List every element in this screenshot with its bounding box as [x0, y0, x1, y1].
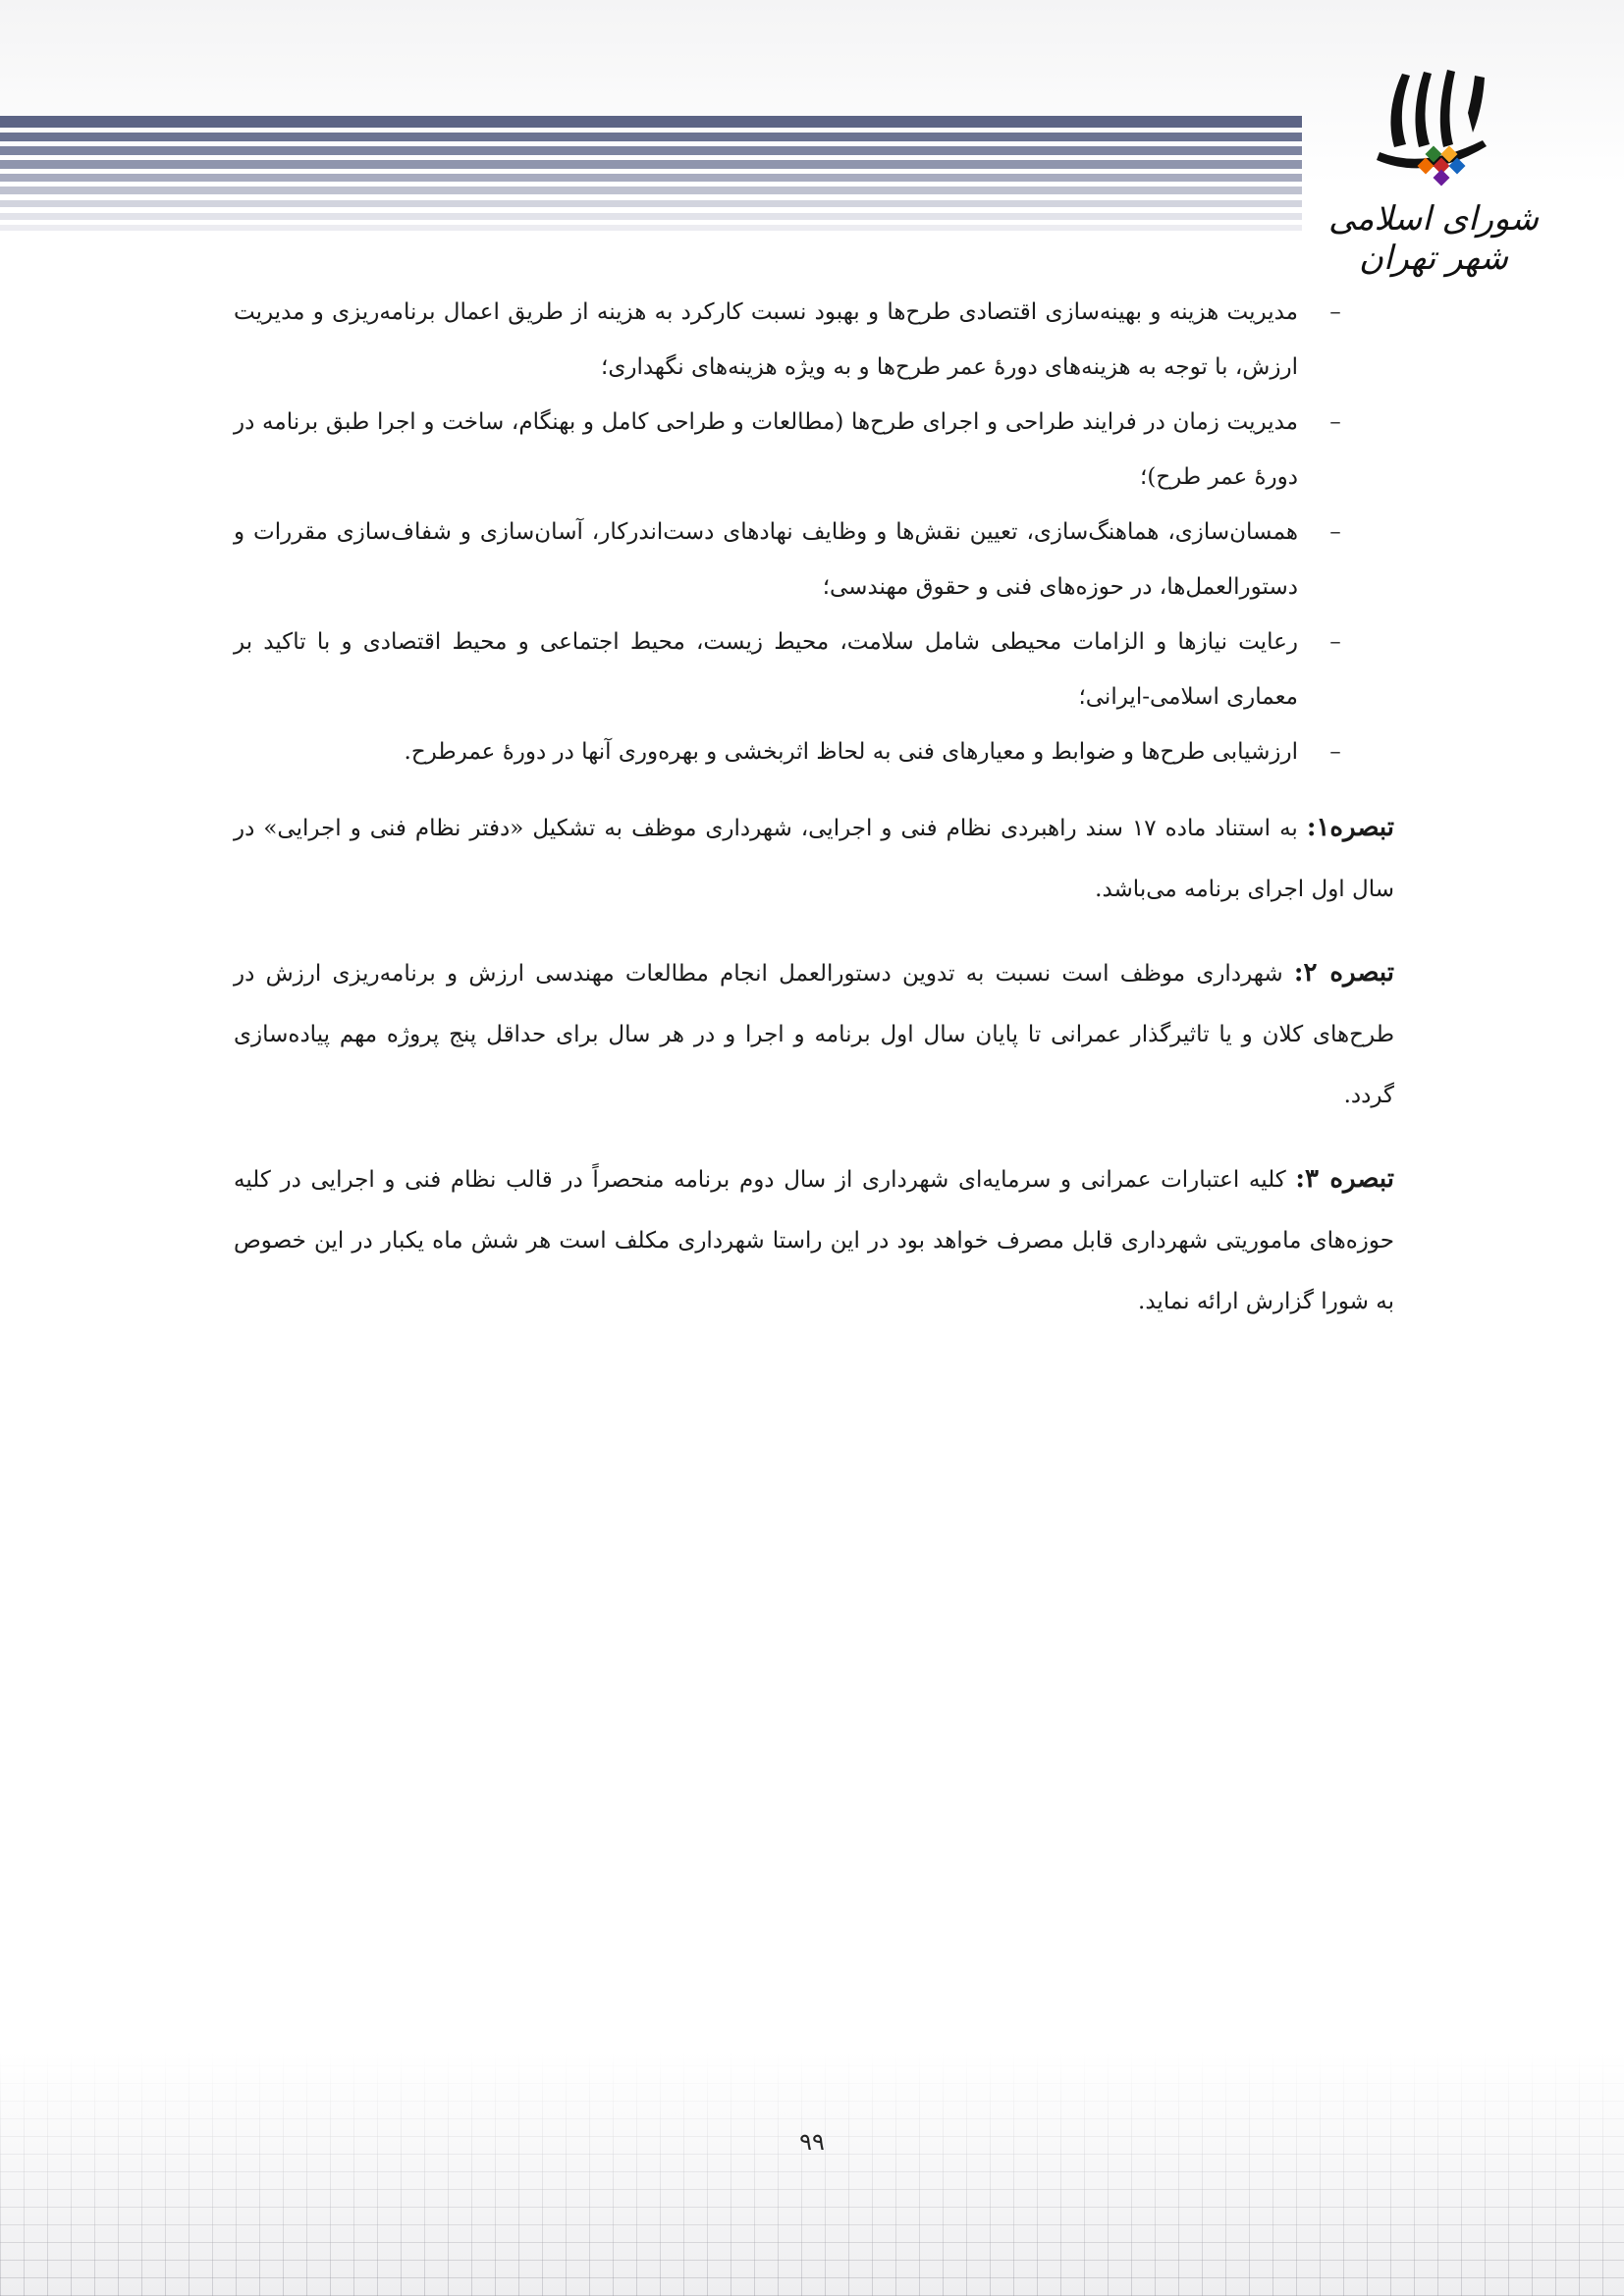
- document-body: [234, 285, 1394, 1355]
- list-item: [234, 395, 1394, 505]
- note-text: کلیه اعتبارات عمرانی و سرمایه‌ای شهرداری از سال دوم برنامه منحصراً در قالب نظام فنی و اجرایی در کلیه حوزه‌های ماموریتی شهرداری قابل مصرف خواهد بود در این راستا شهرداری مکلف است هر شش ماه یکبار در این خصوص به شورا گزارش ارائه نماید.: [234, 1167, 1394, 1314]
- list-item: [234, 505, 1394, 614]
- note-2: [234, 942, 1394, 1126]
- bullet-text: مدیریت هزینه و بهینه‌سازی اقتصادی طرح‌ها و بهبود نسبت کارکرد به هزینه از طریق اعمال برنامه‌ریزی و مدیریت ارزش، با توجه به هزینه‌های دورهٔ عمر طرح‌ها و به ویژه هزینه‌های نگهداری؛: [234, 299, 1298, 380]
- page-footer-grid: [0, 2052, 1624, 2296]
- bullet-text: رعایت نیازها و الزامات محیطی شامل سلامت، محیط زیست، محیط اجتماعی و محیط اقتصادی و با تاکید بر معماری اسلامی-ایرانی؛: [234, 629, 1298, 710]
- logo-emblem-icon: [1326, 54, 1542, 201]
- note-3: [234, 1148, 1394, 1332]
- city-council-logo: [1326, 54, 1542, 278]
- bullet-marker: –: [1329, 739, 1341, 765]
- note-label: تبصره ۲:: [1293, 958, 1394, 988]
- list-item: [234, 285, 1394, 395]
- page-number: ۹۹: [799, 2128, 825, 2156]
- bullet-marker: –: [1329, 629, 1341, 655]
- bullet-marker: –: [1329, 299, 1341, 325]
- note-text: شهرداری موظف است نسبت به تدوین دستورالعمل انجام مطالعات مهندسی ارزش و برنامه‌ریزی ارزش در طرح‌های کلان و یا تاثیرگذار عمرانی تا پایان سال اول برنامه و اجرا و در هر سال برای حداقل پنج پروژه مهم پیاده‌سازی گردد.: [234, 961, 1394, 1108]
- bullet-text: مدیریت زمان در فرایند طراحی و اجرای طرح‌ها (مطالعات و طراحی کامل و بهنگام، ساخت و اجرا طبق برنامه در دورهٔ عمر طرح)؛: [234, 409, 1298, 490]
- bullet-marker: –: [1329, 519, 1341, 545]
- header-stripes: [0, 116, 1302, 234]
- list-item: [234, 614, 1394, 724]
- note-label: تبصره۱:: [1306, 813, 1395, 842]
- note-text: به استناد ماده ۱۷ سند راهبردی نظام فنی و اجرایی، شهرداری موظف به تشکیل «دفتر نظام فنی و اجرایی» در سال اول اجرای برنامه می‌باشد.: [234, 816, 1394, 902]
- note-1: [234, 797, 1394, 920]
- list-item: [234, 724, 1394, 779]
- note-label: تبصره ۳:: [1295, 1164, 1394, 1194]
- bullet-text: همسان‌سازی، هماهنگ‌سازی، تعیین نقش‌ها و وظایف نهادهای دست‌اندرکار، آسان‌سازی و شفاف‌سازی مقررات و دستورالعمل‌ها، در حوزه‌های فنی و حقوق مهندسی؛: [234, 519, 1298, 600]
- bullet-text: ارزشیابی طرح‌ها و ضوابط و معیارهای فنی به لحاظ اثربخشی و بهره‌وری آنها در دورهٔ عمرطرح.: [404, 739, 1298, 765]
- bullet-list: [234, 285, 1394, 779]
- bullet-marker: –: [1329, 409, 1341, 435]
- page-header: [0, 0, 1624, 278]
- logo-caption: شورای اسلامی شهر تهران: [1327, 199, 1540, 278]
